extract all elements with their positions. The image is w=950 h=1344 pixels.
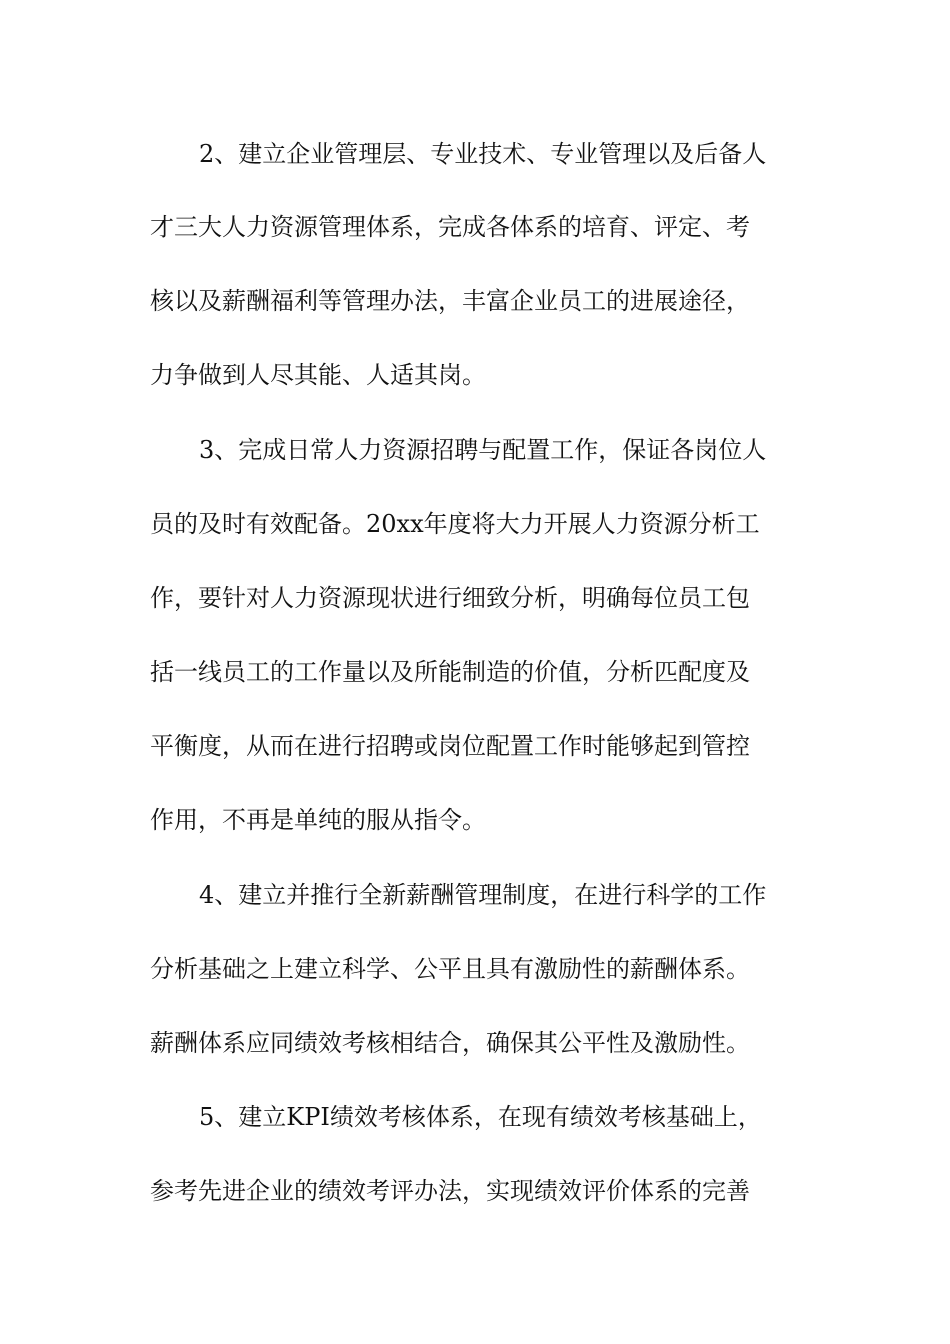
paragraph-3-line-1: 3、完成日常人力资源招聘与配置工作，保证各岗位人 <box>199 436 767 464</box>
paragraph-5-line-1: 5、建立KPI绩效考核体系，在现有绩效考核基础上， <box>199 1103 762 1131</box>
paragraph-2-line-3: 核以及薪酬福利等管理办法，丰富企业员工的进展途径， <box>150 287 750 315</box>
paragraph-3-line-2: 员的及时有效配备。20xx年度将大力开展人力资源分析工 <box>150 510 760 538</box>
paragraph-4-line-1: 4、建立并推行全新薪酬管理制度，在进行科学的工作 <box>199 881 767 909</box>
paragraph-4-line-3: 薪酬体系应同绩效考核相结合，确保其公平性及激励性。 <box>150 1029 750 1057</box>
paragraph-2-line-1: 2、建立企业管理层、专业技术、专业管理以及后备人 <box>199 140 767 168</box>
paragraph-5-line-2: 参考先进企业的绩效考评办法，实现绩效评价体系的完善 <box>150 1177 750 1205</box>
paragraph-3-line-3: 作，要针对人力资源现状进行细致分析，明确每位员工包 <box>150 584 750 612</box>
paragraph-2-line-4: 力争做到人尽其能、人适其岗。 <box>150 361 486 389</box>
paragraph-3-line-4: 括一线员工的工作量以及所能制造的价值，分析匹配度及 <box>150 658 750 686</box>
paragraph-3-line-5: 平衡度，从而在进行招聘或岗位配置工作时能够起到管控 <box>150 732 750 760</box>
paragraph-4-line-2: 分析基础之上建立科学、公平且具有激励性的薪酬体系。 <box>150 955 750 983</box>
paragraph-2-line-2: 才三大人力资源管理体系，完成各体系的培育、评定、考 <box>150 213 750 241</box>
paragraph-3-line-6: 作用，不再是单纯的服从指令。 <box>150 806 486 834</box>
